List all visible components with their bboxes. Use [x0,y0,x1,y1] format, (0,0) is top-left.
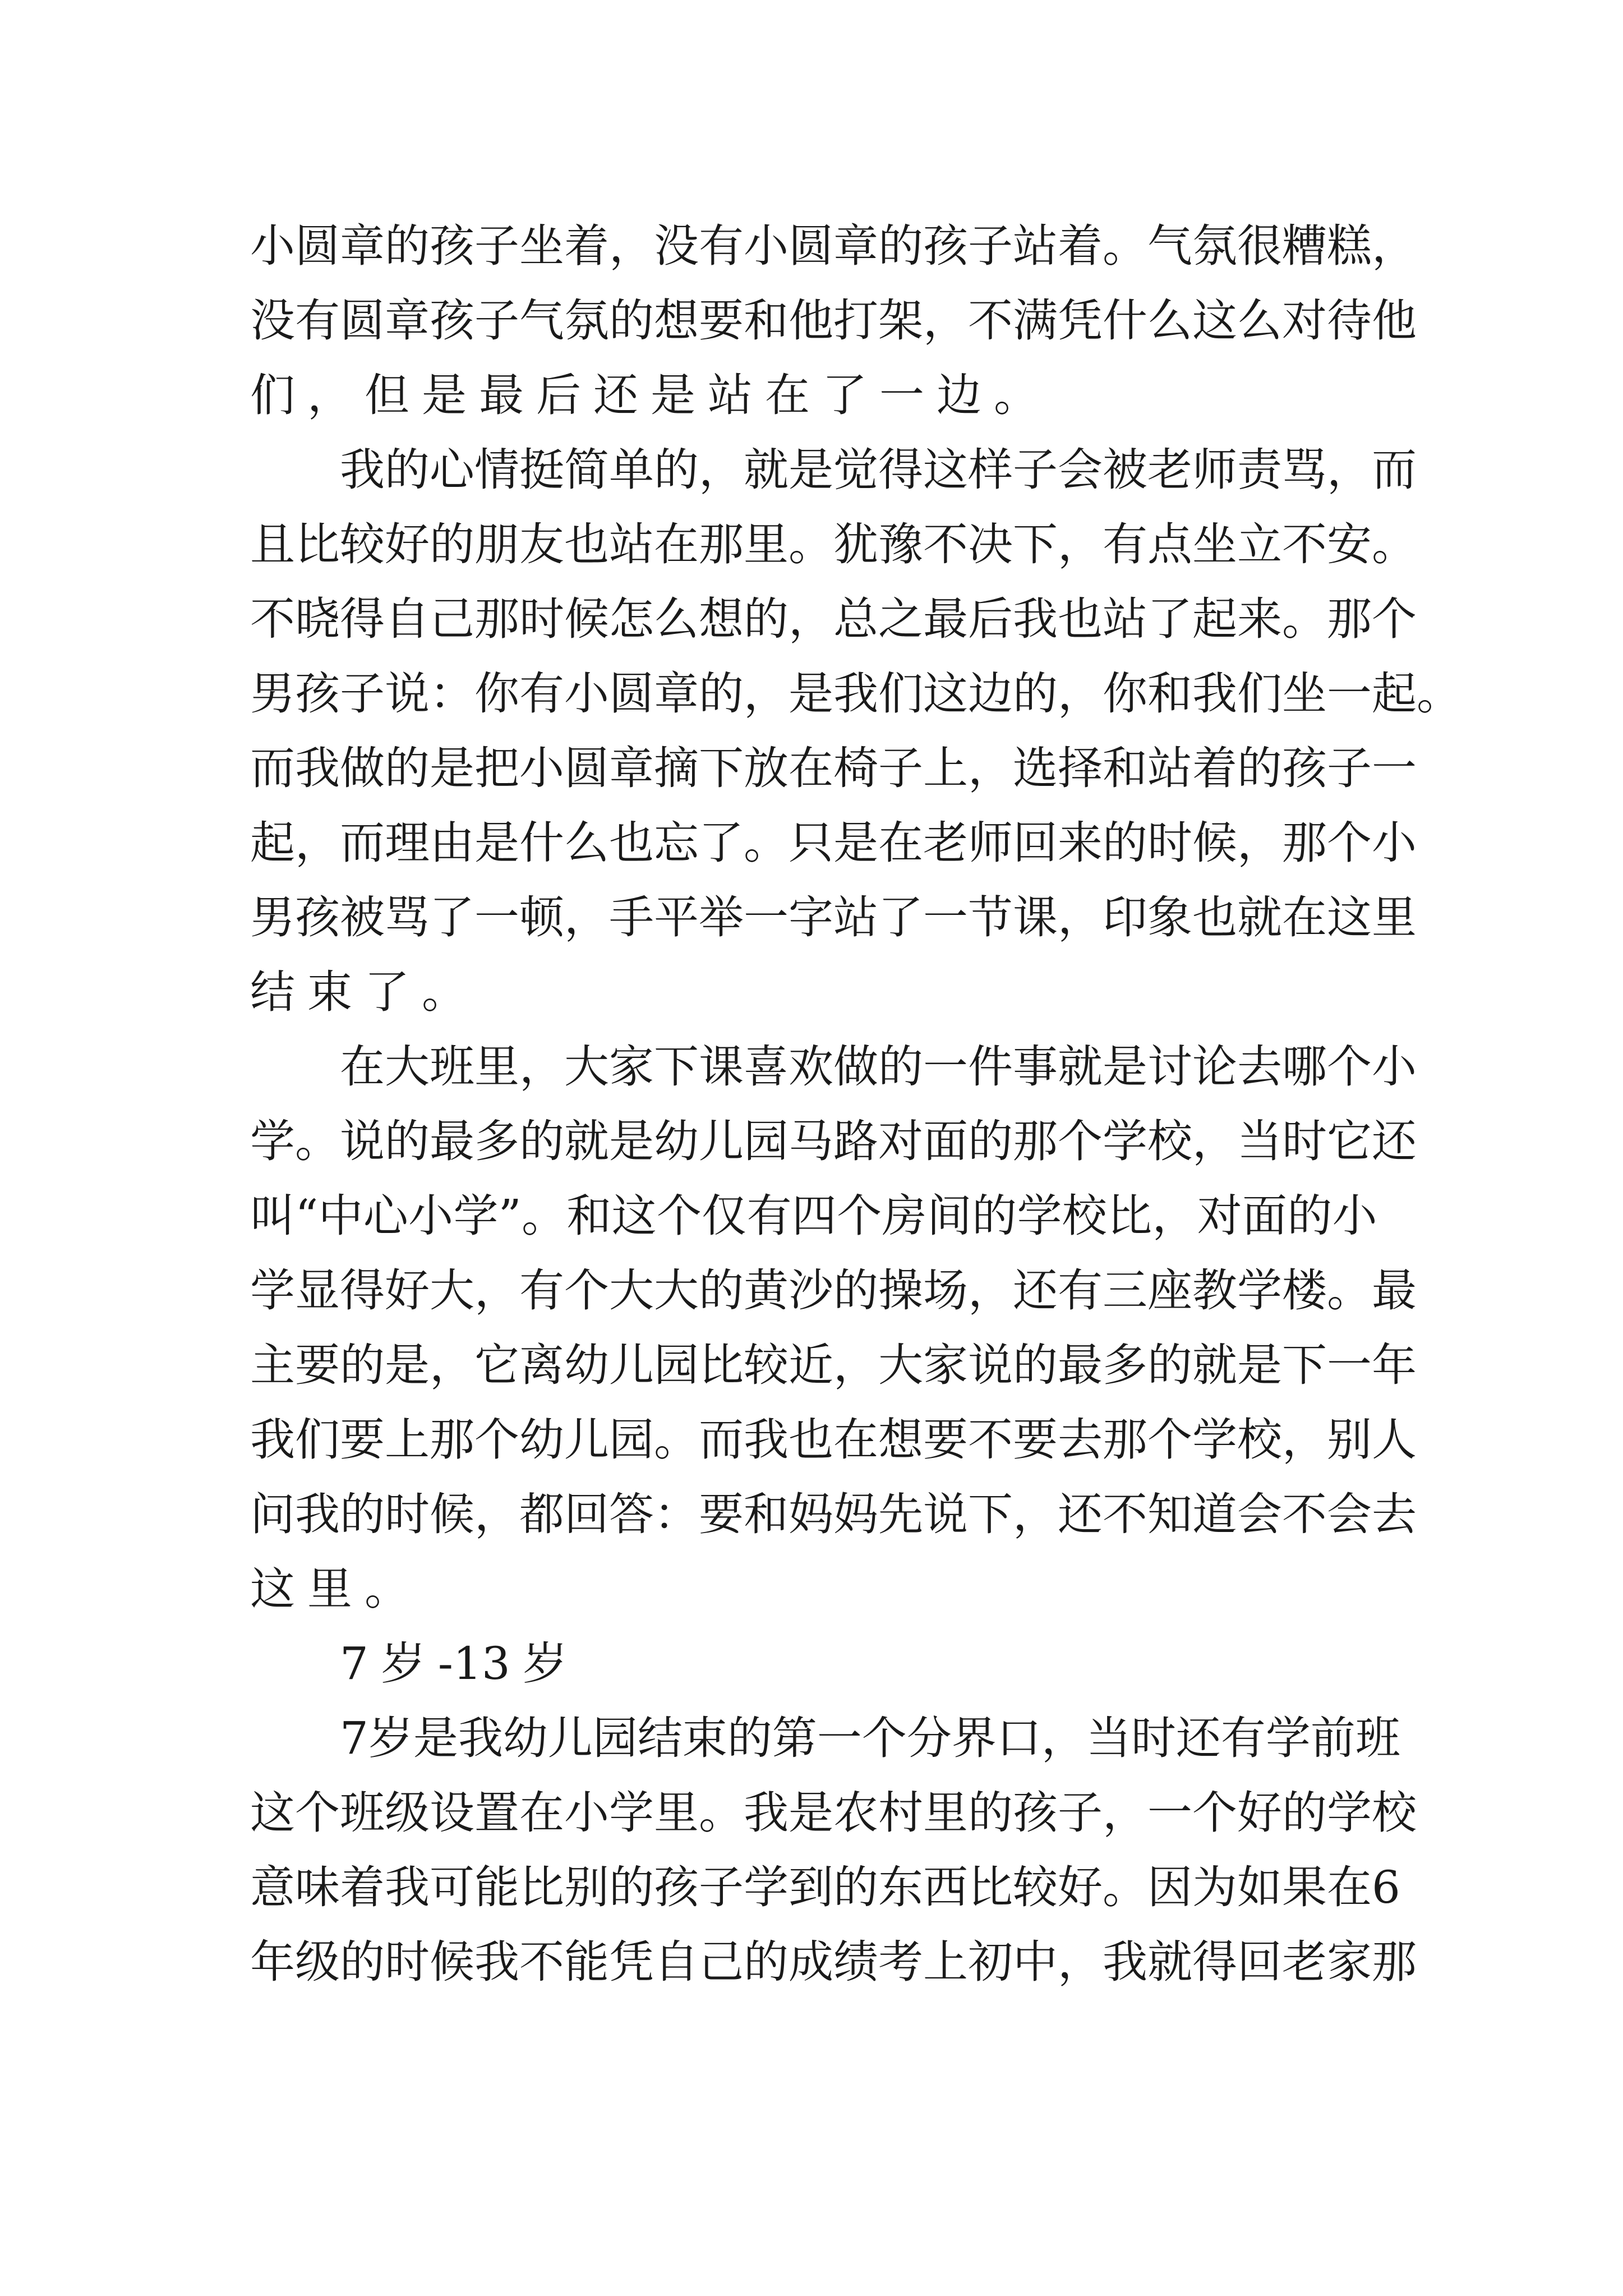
text-line: 叫 “ 中 心 小 学 ” 。 和 这 个 仅 有 四 个 房 间 的 学 校 比 ， 对 面 的 小 [250,1190,1377,1242]
text-line: 在 大 班 里 ， 大 家 下 课 喜 欢 做 的 一 件 事 就 是 讨 论 去 哪 个 小 [340,1041,1417,1093]
text-line: 意 味 着 我 可 能 比 别 的 孩 子 学 到 的 东 西 比 较 好 。 因 为 如 果 在 6 [250,1861,1400,1913]
text-line: 起 ， 而 理 由 是 什 么 也 忘 了 。 只 是 在 老 师 回 来 的 时 候 ， 那 个 小 [250,817,1417,869]
text-line: 们 ， 但 是 最 后 还 是 站 在 了 一 边 。 [250,369,1039,421]
text-line: 主 要 的 是 ， 它 离 幼 儿 园 比 较 近 ， 大 家 说 的 最 多 的 就 是 下 一 年 [250,1339,1417,1391]
text-line: 男 孩 被 骂 了 一 顿 ， 手 平 举 一 字 站 了 一 节 课 ， 印 象 也 就 在 这 里 [250,891,1417,944]
text-line: 7 岁 是 我 幼 儿 园 结 束 的 第 一 个 分 界 口 ， 当 时 还 有 学 前 班 [340,1712,1400,1764]
text-line: 问 我 的 时 候 ， 都 回 答 ： 要 和 妈 妈 先 说 下 ， 还 不 知 道 会 不 会 去 [250,1488,1417,1540]
text-line: 男 孩 子 说 ： 你 有 小 圆 章 的 ， 是 我 们 这 边 的 ， 你 和 我 们 坐 一 起 。 [250,668,1461,720]
text-line: 小 圆 章 的 孩 子 坐 着 ， 没 有 小 圆 章 的 孩 子 站 着 。 气 氛 很 糟 糕 ， [250,220,1417,272]
text-line: 年 级 的 时 候 我 不 能 凭 自 己 的 成 绩 考 上 初 中 ， 我 就 得 回 老 家 那 [250,1936,1417,1988]
text-line: 且 比 较 好 的 朋 友 也 站 在 那 里 。 犹 豫 不 决 下 ， 有 点 坐 立 不 安 。 [250,518,1417,570]
text-line: 结 束 了 。 [250,966,467,1018]
text-line: 这 个 班 级 设 置 在 小 学 里 。 我 是 农 村 里 的 孩 子 ， 一 个 好 的 学 校 [250,1787,1417,1839]
text-line: 没 有 圆 章 孩 子 气 氛 的 想 要 和 他 打 架 ， 不 满 凭 什 么 这 么 对 待 他 [250,295,1417,347]
text-line: 学 。 说 的 最 多 的 就 是 幼 儿 园 马 路 对 面 的 那 个 学 校 ， 当 时 它 还 [250,1115,1417,1167]
text-line: 而 我 做 的 是 把 小 圆 章 摘 下 放 在 椅 子 上 ， 选 择 和 站 着 的 孩 子 一 [250,742,1417,794]
text-line: 我 的 心 情 挺 简 单 的 ， 就 是 觉 得 这 样 子 会 被 老 师 责 骂 ， 而 [340,444,1417,496]
body-text [250,209,1461,1999]
text-line: 学 显 得 好 大 ， 有 个 大 大 的 黄 沙 的 操 场 ， 还 有 三 座 教 学 楼 。 最 [250,1264,1417,1317]
text-line: 不 晓 得 自 己 那 时 候 怎 么 想 的 ， 总 之 最 后 我 也 站 了 起 来 。 那 个 [250,593,1417,645]
text-line: 7 岁 -13 岁 [340,1637,568,1690]
text-line: 我 们 要 上 那 个 幼 儿 园 。 而 我 也 在 想 要 不 要 去 那 个 学 校 ， 别 人 [250,1414,1417,1466]
text-line: 这 里 。 [250,1563,409,1615]
